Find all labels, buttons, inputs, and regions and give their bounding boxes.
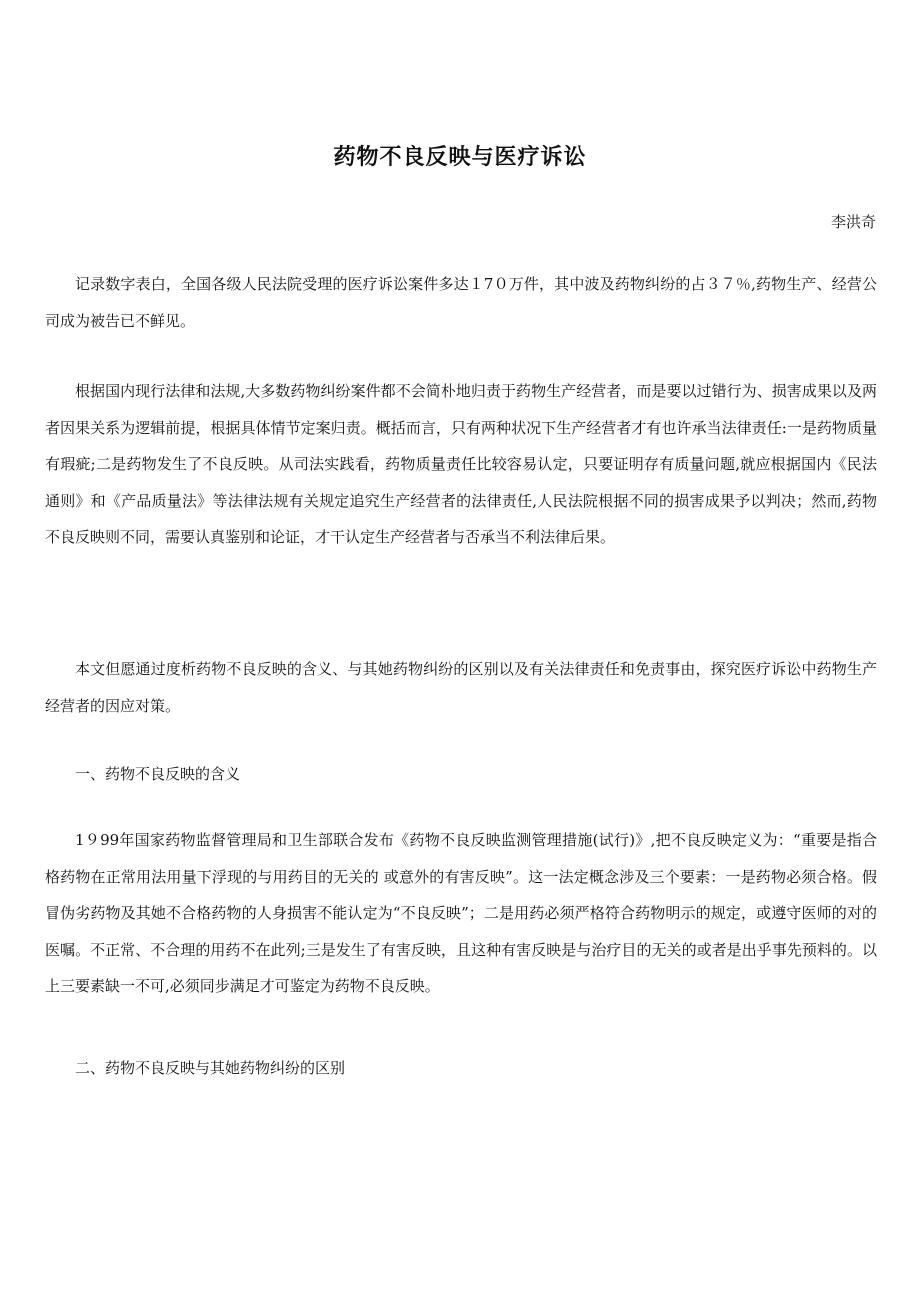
legal-basis-paragraph: 根据国内现行法律和法规,大多数药物纠纷案件都不会简朴地归责于药物生产经营者，而是要以过错行为、损害成果以及两者因果关系为逻辑前提，根据具体情节定案归责。概括而言，只有两种状况下生产经营者才有也许承当法律责任:一是药物质量有瑕疵;二是药物发生了不良反映。从司法实践看，药物质量责任比较容易认定，只要证明存有质量问题,就应根据国内《民法通则》和《产品质量法》等法律法规有关规定追究生产经营者的法律责任,人民法院根据不同的损害成果予以判决；然而,药物不良反映则不同，需要认真鉴别和论证，才干认定生产经营者与否承当不利法律后果。 — [45, 382, 877, 546]
author-name: 李洪奇 — [830, 213, 876, 231]
section-heading-2: 二、药物不良反映与其她药物纠纷的区别 — [75, 1059, 346, 1077]
document-title: 药物不良反映与医疗诉讼 — [333, 144, 587, 170]
purpose-paragraph: 本文但愿通过度析药物不良反映的含义、与其她药物纠纷的区别以及有关法律责任和免责事由，探究医疗诉讼中药物生产经营者的因应对策。 — [45, 660, 877, 715]
section-heading-1: 一、药物不良反映的含义 — [75, 765, 241, 783]
definition-paragraph: 1９99年国家药物监督管理局和卫生部联合发布《药物不良反映监测管理措施(试行)》,把不良反映定义为：“重要是指合格药物在正常用法用量下浮现的与用药目的无关的 或意外的有害反映”。这一法定概念涉及三个要素：一是药物必须合格。假冒伪劣药物及其她不合格药物的人身损害不能认定为“不良反映”；二是用药必须严格符合药物明示的规定，或遵守医师的对的医嘱。不正常、不合理的用药不在此列;三是发生了有害反映，且这种有害反映是与治疗目的无关的或者是出乎事先预料的。以上三要素缺一不可,必须同步满足才可鉴定为药物不良反映。 — [45, 831, 877, 995]
intro-paragraph: 记录数字表白，全国各级人民法院受理的医疗诉讼案件多达１7０万件，其中波及药物纠纷的占３７％,药物生产、经营公司成为被告已不鲜见。 — [45, 275, 877, 330]
